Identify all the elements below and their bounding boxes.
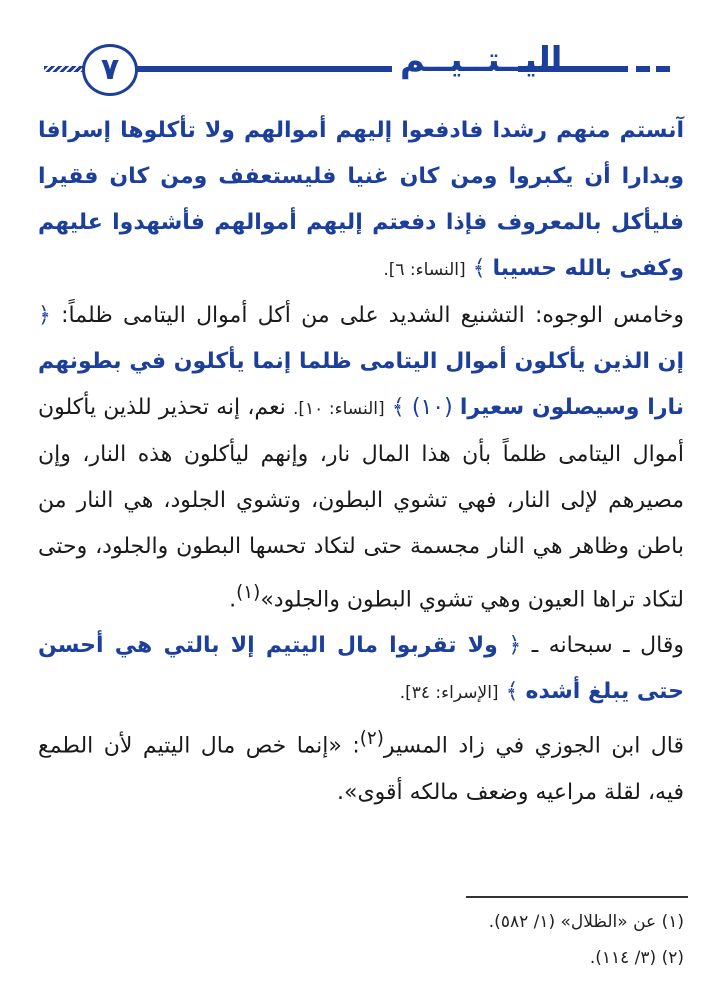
footnote-divider [466, 896, 688, 898]
ayah-number: (١٠) [411, 395, 453, 420]
paragraph-3 [38, 623, 684, 716]
quran-close-bracket: ﴾ [391, 395, 405, 420]
paragraph-text: . [229, 587, 237, 613]
quran-verse: ولا تقربوا مال اليتيم إلا بالتي هي أحسن حتى يبلغ أشده [38, 633, 684, 705]
paragraph-1 [38, 108, 684, 293]
footnotes [38, 904, 684, 976]
header-ornament [636, 66, 650, 72]
verse-reference: [الإسراء: ٣٤]. [399, 683, 499, 704]
paragraph-text: وقال ـ سبحانه ـ [531, 633, 684, 659]
footnote-2: (٢) (٣/ ١١٤). [589, 948, 684, 968]
paragraph-text: : «إنما خص مال اليتيم لأن الطمع فيه، لقلة مراعيه وضعف مالكه أقوى». [38, 733, 684, 805]
footnote-1: (١) عن «الظلال» (١/ ٥٨٢). [488, 912, 684, 932]
header-rule-middle [130, 66, 392, 72]
header-ornament [656, 66, 670, 72]
running-title: اليــتــيــم [400, 40, 563, 80]
verse-reference: [النساء: ٦]. [383, 260, 466, 280]
verse-reference: [النساء: ١٠]. [292, 399, 385, 419]
quran-open-bracket: ﴿ [38, 303, 51, 328]
footnote-marker: (١) [236, 582, 261, 603]
quran-close-bracket: ﴾ [505, 679, 519, 705]
paragraph-text: قال ابن الجوزي في زاد المسير [383, 733, 684, 759]
footnote-marker: (٢) [359, 728, 384, 750]
quran-open-bracket: ﴿ [508, 633, 522, 659]
quran-verse: إن الذين يأكلون أموال اليتامى ظلما إنما يأكلون في بطونهم نارا وسيصلون سعيرا [38, 349, 685, 420]
paragraph-text: نعم، إنه تحذير للذين يأكلون أموال اليتامى ظلماً بأن هذا المال نار، وإنهم ليأكلون هذه النار، وإن مصيرهم لإلى النار، فهي تشوي البطون، وتشوي الجلود، هي النار من باطن وظاهر هي النار مجسمة حتى لتكاد تحسها البطون والجلود، وحتى لتكاد تراها العيون وهي تشوي البطون والجلود» [38, 395, 684, 613]
quran-verse: آنستم منهم رشدا فادفعوا إليهم أموالهم ولا تأكلوها إسرافا وبدارا أن يكبروا ومن كان غنيا فليستعفف ومن كان فقيرا فليأكل بالمعروف فإذا دفعتم إليهم أموالهم فأشهدوا عليهم وكفى بالله حسيبا [38, 118, 684, 281]
paragraph-text: وخامس الوجوه: التشنيع الشديد على من أكل أموال اليتامى ظلماً: [61, 303, 684, 328]
main-text [38, 108, 684, 816]
quran-close-bracket: ﴾ [472, 256, 486, 281]
paragraph-4 [38, 716, 684, 815]
page-header [0, 0, 722, 100]
paragraph-2 [38, 293, 684, 623]
page-number: ٧ [82, 44, 138, 96]
